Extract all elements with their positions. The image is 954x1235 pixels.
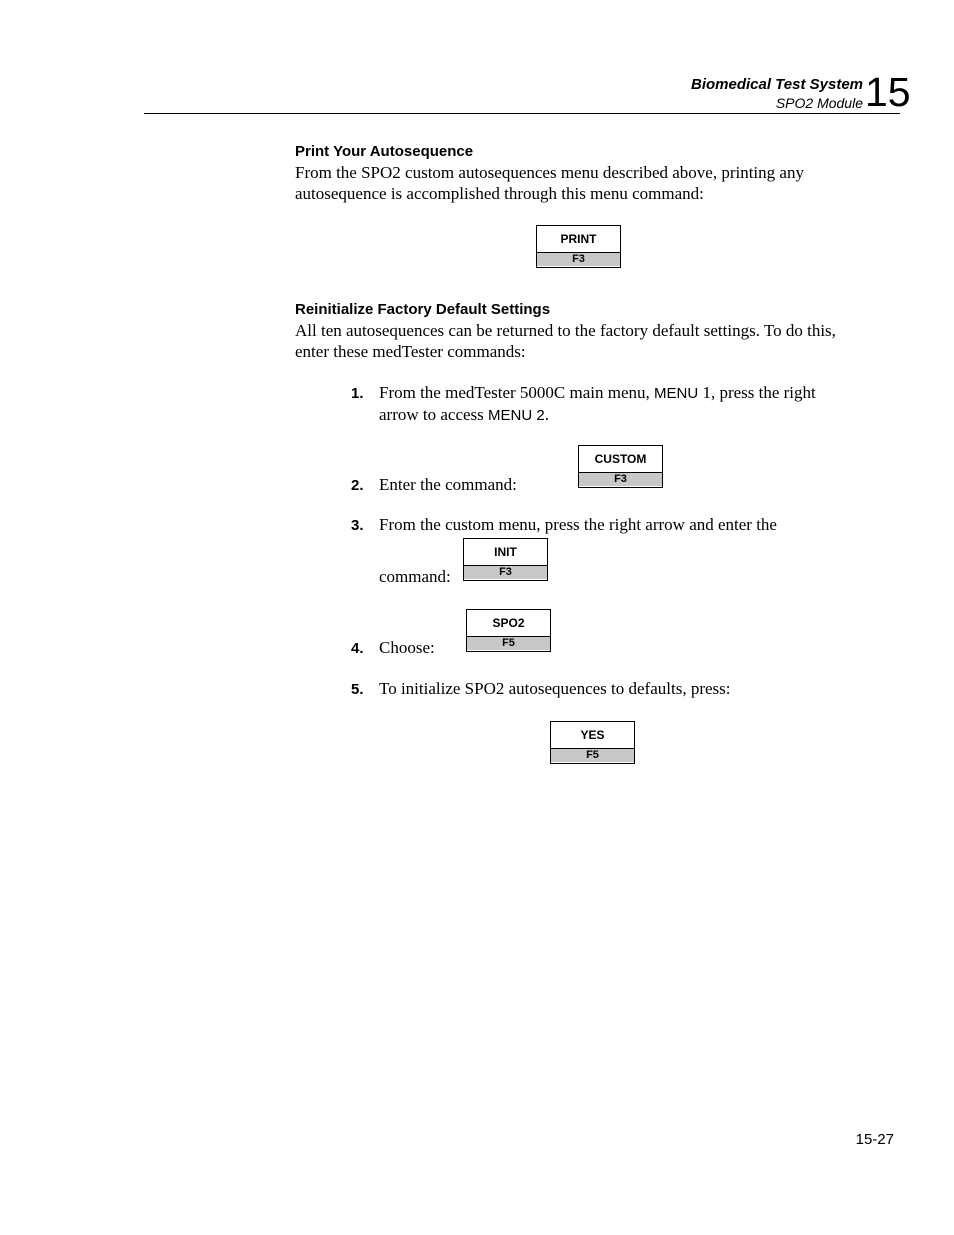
- key-yes-f5: [550, 721, 635, 764]
- key-label: CUSTOM: [579, 446, 662, 473]
- menu-name: MENU: [654, 385, 699, 402]
- key-label: PRINT: [537, 226, 620, 253]
- key-function: F3: [537, 253, 620, 266]
- section-body-reinit: All ten autosequences can be returned to the factory default settings. To do this, enter these medTester commands:: [295, 321, 836, 361]
- key-label: INIT: [464, 539, 547, 566]
- step-number: 5.: [351, 681, 364, 698]
- menu-name: MENU 2: [488, 407, 545, 424]
- step-number: 1.: [351, 385, 364, 402]
- key-label: YES: [551, 722, 634, 749]
- step-text-part: From the medTester 5000C main menu,: [379, 383, 655, 402]
- section-heading-reinit: Reinitialize Factory Default Settings: [295, 301, 551, 318]
- step-text-part: 1, press the right arrow to access: [379, 383, 816, 424]
- section-heading-print: Print Your Autosequence: [295, 143, 474, 160]
- header-rule: [144, 113, 900, 114]
- key-spo2-f5: [466, 609, 551, 652]
- key-init-f3: [463, 538, 548, 581]
- key-function: F3: [464, 566, 547, 579]
- section-body-print: From the SPO2 custom autosequences menu described above, printing any autosequence is accomplished through this menu command:: [295, 163, 804, 203]
- step-text-part: .: [544, 405, 549, 424]
- key-print-f3: [536, 225, 621, 268]
- key-function: F5: [467, 637, 550, 650]
- key-function: F3: [579, 473, 662, 486]
- key-custom-f3: [578, 445, 663, 488]
- step-number: 4.: [351, 640, 364, 657]
- step-text: Enter the command:: [379, 475, 517, 494]
- chapter-number: 15: [865, 69, 911, 115]
- step-text: From the custom menu, press the right arrow and enter the: [379, 515, 777, 534]
- key-function: F5: [551, 749, 634, 762]
- step-text: To initialize SPO2 autosequences to defaults, press:: [379, 679, 731, 698]
- step-text: [379, 382, 819, 426]
- page-number: 15-27: [855, 1131, 894, 1148]
- step-text: Choose:: [379, 638, 435, 657]
- step-number: 2.: [351, 477, 364, 494]
- header-subtitle: SPO2 Module: [775, 95, 863, 111]
- header-title: Biomedical Test System: [690, 76, 863, 93]
- key-label: SPO2: [467, 610, 550, 637]
- step-number: 3.: [351, 517, 364, 534]
- step-text-continued: command:: [379, 567, 451, 586]
